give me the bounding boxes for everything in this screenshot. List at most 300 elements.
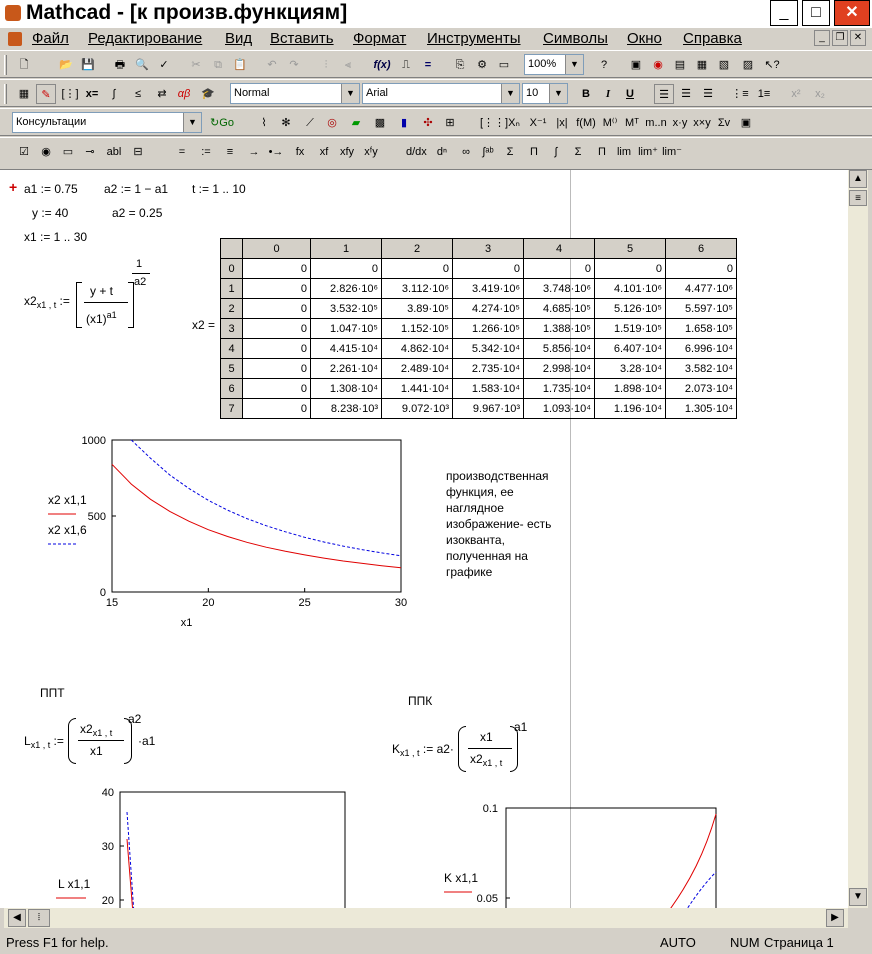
matrix-cell: 2.826·10⁶ — [311, 279, 382, 299]
matrix-row-header: 1 — [221, 279, 243, 299]
matrix-cell: 5.342·10⁴ — [453, 339, 524, 359]
matrix-row — [221, 299, 737, 319]
series-1-line — [112, 464, 401, 567]
K-numerator: x1 — [480, 730, 493, 744]
range-product-icon[interactable]: Π — [598, 146, 606, 158]
worksheet[interactable] — [0, 170, 848, 908]
scroll-down-icon[interactable]: ▼ — [849, 888, 867, 906]
matrix-cell: 0 — [382, 259, 453, 279]
listbox-control-icon[interactable]: ⊟ — [133, 146, 143, 158]
controls-toolbar — [0, 137, 872, 170]
matrix-cell: 3.532·10⁵ — [311, 299, 382, 319]
checkbox-control-icon[interactable]: ☑ — [19, 146, 29, 158]
insert-component-icon[interactable]: ⚙ — [477, 59, 487, 71]
status-help: Press F1 for help. — [6, 935, 109, 950]
L-chart[interactable] — [40, 784, 360, 908]
window-title: Mathcad - [к произв.функциям] — [26, 1, 348, 24]
matrix-cell: 4.477·10⁶ — [666, 279, 737, 299]
matrix-row-header: 7 — [221, 399, 243, 419]
left-paren — [458, 726, 466, 772]
K-lhs: K — [392, 742, 401, 756]
picture-icon[interactable]: ▣ — [740, 117, 752, 129]
mathcad-app-icon — [5, 5, 21, 21]
align-left-icon[interactable]: ☰ — [654, 84, 674, 104]
matrix-cell: 6.407·10⁴ — [595, 339, 666, 359]
matrix-label: x2 = — [192, 318, 216, 332]
L-tail: ·a1 — [138, 734, 156, 748]
toolbar-grip[interactable] — [4, 55, 7, 75]
indefinite-integral-icon[interactable]: ∫ — [554, 146, 558, 158]
assign-operator: := — [59, 294, 70, 308]
annotation-line: наглядное — [446, 501, 504, 515]
left-paren — [68, 718, 76, 764]
cut-icon[interactable]: ✂ — [191, 59, 201, 71]
symbolic-arrow-icon[interactable]: → — [248, 146, 260, 158]
horizontal-scrollbar[interactable] — [4, 908, 848, 928]
determinant-icon[interactable]: |x| — [556, 117, 568, 129]
xtick-label: 30 — [394, 597, 408, 609]
scroll-right-icon[interactable]: ▶ — [826, 909, 844, 927]
matrix-cell: 1.047·10⁵ — [311, 319, 382, 339]
assign-operator: := — [422, 742, 434, 756]
scatter-3d-icon[interactable]: ▩ — [374, 117, 386, 129]
ytick-label: 0 — [99, 587, 106, 599]
run-script-icon[interactable]: ▭ — [498, 59, 510, 71]
L-ytick-20: 20 — [101, 895, 114, 907]
K-plot-frame — [506, 808, 716, 908]
legend-label-1: x2 x1,1 — [48, 493, 87, 507]
limit-right-icon[interactable]: lim⁺ — [638, 146, 658, 158]
matrix-cell: 1.519·10⁵ — [595, 319, 666, 339]
maximize-button[interactable]: □ — [802, 0, 830, 26]
matrix-col-header: 0 — [243, 239, 311, 259]
ytick-label: 500 — [87, 511, 106, 523]
matrix-cell: 9.072·10³ — [382, 399, 453, 419]
matrix-cell: 3.28·10⁴ — [595, 359, 666, 379]
matrix-row — [221, 319, 737, 339]
resources-toolbar — [0, 108, 872, 136]
matrix-row — [221, 379, 737, 399]
textbox-control-icon[interactable]: abl — [106, 146, 122, 158]
tool-icon-3[interactable]: ▧ — [718, 59, 730, 71]
def-x1[interactable]: x1 := 1 .. 30 — [24, 230, 88, 244]
document-icon — [8, 32, 22, 46]
matrix-cell: 1.305·10⁴ — [666, 399, 737, 419]
xy-plot-icon[interactable]: ⌇ — [261, 117, 267, 129]
annotation-line: полученная на — [446, 549, 528, 563]
matrix-row-header: 3 — [221, 319, 243, 339]
calculus-toolbar-icon[interactable]: ∫ — [112, 88, 116, 100]
bullets-icon[interactable]: ⋮≡ — [731, 88, 749, 100]
calculate-icon[interactable]: = — [424, 59, 432, 71]
matrix-row — [221, 279, 737, 299]
K-coefficient: a2· — [436, 742, 454, 756]
K-ytick-0.05: 0.05 — [476, 893, 498, 905]
matrix-col-header: 2 — [382, 239, 453, 259]
matrix-cell: 1.093·10⁴ — [524, 399, 595, 419]
font-select[interactable]: Arial ▼ — [362, 83, 520, 104]
fraction-bar — [78, 740, 124, 741]
surface-plot-icon[interactable]: ⟋ — [306, 117, 314, 129]
K-denominator-index: x1 , t — [482, 758, 503, 768]
matrix-cell: 3.89·10⁵ — [382, 299, 453, 319]
keyword-arrow-icon[interactable]: •→ — [268, 146, 284, 158]
matrix-cell: 0 — [595, 259, 666, 279]
doc-minimize-button[interactable]: _ — [814, 30, 830, 46]
slider-control-icon[interactable]: ⊸ — [85, 146, 95, 158]
matrix-cell: 3.748·10⁶ — [524, 279, 595, 299]
ytick-label: 1000 — [81, 435, 106, 447]
menu-help[interactable]: Справка — [683, 30, 742, 47]
assign-operator: := — [53, 734, 64, 748]
eval-a2[interactable]: a2 = 0.25 — [112, 206, 163, 220]
matrix-cell: 4.101·10⁶ — [595, 279, 666, 299]
limit-left-icon[interactable]: lim⁻ — [662, 146, 682, 158]
align-right-icon[interactable]: ☰ — [703, 88, 713, 100]
def-y[interactable]: y := 40 — [32, 206, 69, 220]
align-across-icon[interactable]: ⫶ — [324, 59, 328, 71]
matrix-cell: 1.196·10⁴ — [595, 399, 666, 419]
annotation-line: производственная — [446, 469, 549, 483]
matrix-cell: 5.126·10⁵ — [595, 299, 666, 319]
status-mode: AUTO — [660, 935, 696, 950]
bar-3d-plot-icon[interactable]: ▰ — [351, 117, 361, 129]
open-icon[interactable]: 📂 — [59, 59, 73, 71]
matrix-cell: 0 — [453, 259, 524, 279]
matrix-cell: 2.489·10⁴ — [382, 359, 453, 379]
align-center-icon[interactable]: ☰ — [681, 88, 691, 100]
L-definition[interactable] — [24, 712, 184, 768]
L-numerator: x2 — [80, 722, 93, 736]
symbolic-toolbar-icon[interactable]: 🎓 — [201, 88, 215, 100]
vectorize-icon[interactable]: f(M) — [576, 117, 596, 129]
scroll-up-icon[interactable]: ▲ — [849, 170, 867, 188]
limit-icon[interactable]: lim — [616, 146, 632, 158]
matrix-cell: 0 — [243, 259, 311, 279]
matrix-cell: 9.967·10³ — [453, 399, 524, 419]
x-axis-label: x1 — [180, 617, 193, 629]
matrix-cell: 2.735·10⁴ — [453, 359, 524, 379]
derivative-icon[interactable]: d/dx — [406, 146, 427, 158]
matrix-cell: 0 — [524, 259, 595, 279]
legend-label-2: x2 x1,6 — [48, 523, 87, 537]
matrix-row-header: 6 — [221, 379, 243, 399]
def-a1[interactable]: a1 := 0.75 — [24, 182, 78, 196]
greek-toolbar-icon[interactable]: αβ — [177, 88, 191, 100]
matrix-cell: 6.996·10⁴ — [666, 339, 737, 359]
new-icon[interactable]: 🗋 — [19, 59, 29, 71]
definition-icon[interactable]: := — [201, 146, 211, 158]
fraction-bar — [468, 748, 512, 749]
boolean-toolbar-icon[interactable]: ≤ — [134, 88, 142, 100]
matrix-col-header: 4 — [524, 239, 595, 259]
plot-frame — [112, 440, 401, 592]
resource-select[interactable]: Консультации ▼ — [12, 112, 202, 133]
doc-close-button[interactable]: ✕ — [850, 30, 866, 46]
vector-sum-icon[interactable]: Σv — [717, 117, 731, 129]
infinity-icon[interactable]: ∞ — [462, 146, 470, 158]
def-a2[interactable]: a2 := 1 − a1 — [104, 182, 169, 196]
graph-toolbar-icon[interactable]: ✎ — [36, 84, 56, 104]
menu-file[interactable]: Файл — [32, 30, 69, 47]
cross-product-icon[interactable]: x×y — [693, 117, 711, 129]
status-bar — [0, 932, 872, 954]
matrix-cell: 4.274·10⁵ — [453, 299, 524, 319]
redo-icon[interactable]: ↷ — [289, 59, 299, 71]
menu-edit[interactable]: Редактирование — [88, 30, 203, 47]
matrix-cell: 0 — [666, 259, 737, 279]
vector-field-icon[interactable]: ✣ — [423, 117, 433, 129]
print-icon[interactable]: 🖶 — [114, 59, 126, 71]
matrix-cell: 0 — [243, 339, 311, 359]
matrix-cell: 1.266·10⁵ — [453, 319, 524, 339]
web-icon[interactable]: ◉ — [653, 59, 663, 71]
save-icon[interactable]: 💾 — [81, 59, 95, 71]
series-2-line — [131, 440, 401, 556]
inverse-icon[interactable]: X⁻¹ — [529, 117, 547, 129]
minimize-button[interactable]: _ — [770, 0, 798, 26]
matrix-row — [221, 339, 737, 359]
left-bracket — [76, 282, 82, 328]
L-legend-label: L x1,1 — [58, 877, 91, 891]
right-bracket — [128, 282, 134, 328]
annotation-text[interactable] — [446, 468, 576, 580]
x2-result-matrix[interactable] — [220, 238, 737, 419]
menu-format[interactable]: Формат — [353, 30, 407, 47]
go-button[interactable]: ↻Go — [210, 117, 234, 129]
polar-plot-icon[interactable]: ✻ — [281, 117, 291, 129]
menu-symbols[interactable]: Символы — [543, 30, 608, 47]
matrix-col-header: 5 — [595, 239, 666, 259]
matrix-row-header: 5 — [221, 359, 243, 379]
standard-toolbar — [0, 50, 872, 78]
summation-icon[interactable]: Σ — [506, 146, 514, 158]
tool-icon-2[interactable]: ▦ — [696, 59, 708, 71]
label-ppk[interactable]: ППК — [408, 694, 433, 708]
calculator-icon[interactable]: ▦ — [18, 88, 30, 100]
print-preview-icon[interactable]: 🔍 — [135, 59, 149, 71]
radio-control-icon[interactable]: ◉ — [41, 146, 51, 158]
matrix-cell: 0 — [311, 259, 382, 279]
postfix-operator-icon[interactable]: xf — [319, 146, 329, 158]
align-down-icon[interactable]: ⫷ — [344, 59, 352, 71]
L-chart-svg — [40, 784, 360, 908]
x2-lhs-index: x1 , t — [36, 300, 57, 310]
column-icon[interactable]: M⁽⁾ — [602, 117, 618, 129]
isoquant-chart[interactable] — [40, 428, 420, 638]
x2-definition[interactable] — [24, 254, 164, 334]
L-plot-frame — [120, 792, 345, 908]
x2-den-exp: a1 — [106, 310, 117, 320]
L-exponent: a2 — [128, 712, 142, 726]
x2-denominator: (x1) — [86, 312, 107, 326]
matrix-cell: 4.685·10⁵ — [524, 299, 595, 319]
contour-plot-icon[interactable]: ◎ — [327, 117, 337, 129]
K-lhs-index: x1 , t — [400, 748, 420, 758]
formatting-toolbar — [0, 79, 872, 107]
K-ytick-0.1: 0.1 — [482, 803, 498, 815]
matrix-cell: 3.112·10⁶ — [382, 279, 453, 299]
x2-lhs: x2 — [24, 294, 37, 308]
matrix-cell: 3.582·10⁴ — [666, 359, 737, 379]
power-numerator: 1 — [136, 258, 143, 270]
programming-toolbar-icon[interactable]: ⇄ — [157, 88, 167, 100]
def-t[interactable]: t := 1 .. 10 — [192, 182, 246, 196]
italic-button[interactable]: I — [605, 88, 611, 100]
push-button-control-icon[interactable]: ▭ — [62, 146, 74, 158]
tool-icon-4[interactable]: ▨ — [742, 59, 754, 71]
status-num: NUM — [730, 935, 760, 950]
L-denominator: x1 — [90, 744, 103, 758]
vertical-scrollbar[interactable] — [848, 170, 868, 908]
L-lhs-index: x1 , t — [30, 740, 51, 750]
copy-icon[interactable]: ⧉ — [214, 59, 222, 71]
K-series-1-line — [668, 814, 716, 908]
menu-window[interactable]: Окно — [627, 30, 662, 47]
matrix-row-header: 2 — [221, 299, 243, 319]
matrix-cell: 0 — [243, 359, 311, 379]
matrix-row-header: 0 — [221, 259, 243, 279]
K-chart[interactable] — [440, 802, 730, 908]
definite-integral-icon[interactable]: ∫ᵃᵇ — [482, 146, 494, 158]
infix-operator-icon[interactable]: xfy — [339, 146, 355, 158]
undo-icon[interactable]: ↶ — [267, 59, 277, 71]
power-denominator: a2 — [134, 276, 147, 288]
bar-plot-icon[interactable]: ▮ — [400, 117, 408, 129]
evaluation-toolbar-icon[interactable]: x= — [85, 88, 99, 100]
matrix-cell: 0 — [243, 279, 311, 299]
subscript-icon[interactable]: x₂ — [815, 88, 825, 100]
tool-icon-1[interactable]: ▤ — [674, 59, 686, 71]
matrix-cell: 4.415·10⁴ — [311, 339, 382, 359]
matrix-cell: 0 — [243, 319, 311, 339]
x2-numerator: y + t — [90, 284, 114, 298]
K-chart-svg — [440, 802, 730, 908]
matrix-row — [221, 399, 737, 419]
range-sum-icon[interactable]: Σ — [574, 146, 582, 158]
L-ytick-40: 40 — [101, 787, 114, 799]
font-size-select[interactable]: 10 ▼ — [522, 83, 568, 104]
style-select[interactable]: Normal ▼ — [230, 83, 360, 104]
scroll-thumb[interactable]: ≡ — [849, 190, 867, 206]
matrix-row-header: 4 — [221, 339, 243, 359]
K-definition[interactable] — [392, 720, 542, 776]
L-lhs: L — [24, 734, 31, 748]
matrix-toolbar-icon[interactable]: [⋮] — [61, 88, 79, 100]
L-series-2-line — [127, 812, 134, 908]
matrix-col-header: 6 — [666, 239, 737, 259]
global-definition-icon[interactable]: ≡ — [226, 146, 234, 158]
close-button[interactable]: ✕ — [834, 0, 870, 26]
doc-restore-button[interactable]: ❐ — [832, 30, 848, 46]
matrix-cell: 4.862·10⁴ — [382, 339, 453, 359]
matrix-cell: 1.152·10⁵ — [382, 319, 453, 339]
plot-wizard-icon[interactable]: ⊞ — [445, 117, 455, 129]
cursor-crosshair-icon: + — [9, 179, 18, 195]
insert-unit-icon[interactable]: ⎍ — [402, 59, 410, 71]
zoom-select[interactable]: 100% ▼ — [524, 54, 584, 75]
insert-function-icon[interactable]: f(x) — [373, 59, 391, 71]
scroll-left-icon[interactable]: ◀ — [8, 909, 26, 927]
matrix-cell: 0 — [243, 379, 311, 399]
title-bar — [0, 0, 872, 28]
range-icon[interactable]: m..n — [645, 117, 667, 129]
matrix-cell: 0 — [243, 399, 311, 419]
fraction-bar — [84, 302, 128, 303]
resource-center-icon[interactable]: ▣ — [630, 59, 642, 71]
menu-bar — [0, 28, 872, 50]
underline-button[interactable]: U — [626, 88, 634, 100]
paste-icon[interactable]: 📋 — [233, 59, 247, 71]
prefix-operator-icon[interactable]: fx — [295, 146, 305, 158]
power-fraction-bar — [132, 273, 150, 274]
matrix-cell: 0 — [243, 299, 311, 319]
spellcheck-icon[interactable]: ✓ — [159, 59, 169, 71]
matrix-cell: 1.735·10⁴ — [524, 379, 595, 399]
matrix-cell: 2.261·10⁴ — [311, 359, 382, 379]
insert-hyperlink-icon[interactable]: ⎘ — [455, 59, 465, 71]
matrix-cell: 5.856·10⁴ — [524, 339, 595, 359]
toolbar-grip[interactable] — [4, 84, 7, 104]
K-denominator: x2 — [470, 752, 483, 766]
label-ppt[interactable]: ППТ — [40, 686, 65, 700]
matrix-cell: 1.583·10⁴ — [453, 379, 524, 399]
matrix-row — [221, 359, 737, 379]
matrix-cell: 1.308·10⁴ — [311, 379, 382, 399]
menu-insert[interactable]: Вставить — [270, 30, 334, 47]
matrix-cell: 1.658·10⁵ — [666, 319, 737, 339]
help-icon[interactable]: ? — [600, 59, 608, 71]
annotation-line: изображение- есть — [446, 517, 552, 531]
product-icon[interactable]: Π — [530, 146, 538, 158]
annotation-line: функция, ее — [446, 485, 514, 499]
menu-view[interactable]: Вид — [225, 30, 253, 47]
status-page: Страница 1 — [764, 935, 834, 950]
matrix-cell: 1.388·10⁵ — [524, 319, 595, 339]
matrix-col-header: 3 — [453, 239, 524, 259]
menu-tools[interactable]: Инструменты — [427, 30, 521, 47]
numbering-icon[interactable]: 1≡ — [757, 88, 771, 100]
isoquant-chart-svg — [40, 428, 420, 638]
matrix-cell: 1.441·10⁴ — [382, 379, 453, 399]
bold-button[interactable]: B — [582, 88, 590, 100]
annotation-line: изокванта, — [446, 533, 505, 547]
transpose-icon[interactable]: Mᵀ — [625, 117, 639, 129]
matrix-row — [221, 259, 737, 279]
matrix-cell: 1.898·10⁴ — [595, 379, 666, 399]
treefix-operator-icon[interactable]: xᶠy — [364, 146, 378, 158]
nth-derivative-icon[interactable]: dⁿ — [436, 146, 448, 158]
xtick-label: 25 — [298, 597, 311, 609]
L-numerator-index: x1 , t — [92, 728, 113, 738]
eval-equal-icon[interactable]: = — [178, 146, 186, 158]
superscript-icon[interactable]: x² — [791, 88, 801, 100]
matrix-cell: 3.419·10⁶ — [453, 279, 524, 299]
L-ytick-30: 30 — [101, 841, 114, 853]
matrix-cell: 2.998·10⁴ — [524, 359, 595, 379]
matrix-cell: 5.597·10⁵ — [666, 299, 737, 319]
hscroll-thumb[interactable]: ⦙ — [28, 909, 50, 927]
K-exponent: a1 — [514, 720, 528, 734]
xtick-label: 15 — [105, 597, 119, 609]
subscript-n-icon[interactable]: Xₙ — [508, 117, 520, 129]
context-help-icon[interactable]: ↖? — [764, 59, 780, 71]
dot-product-icon[interactable]: x·y — [672, 117, 688, 129]
xtick-label: 20 — [202, 597, 215, 609]
matrix-icon[interactable]: [⋮⋮] — [480, 117, 509, 129]
K-legend-label: K x1,1 — [444, 871, 479, 885]
annotation-line: графике — [446, 565, 493, 579]
